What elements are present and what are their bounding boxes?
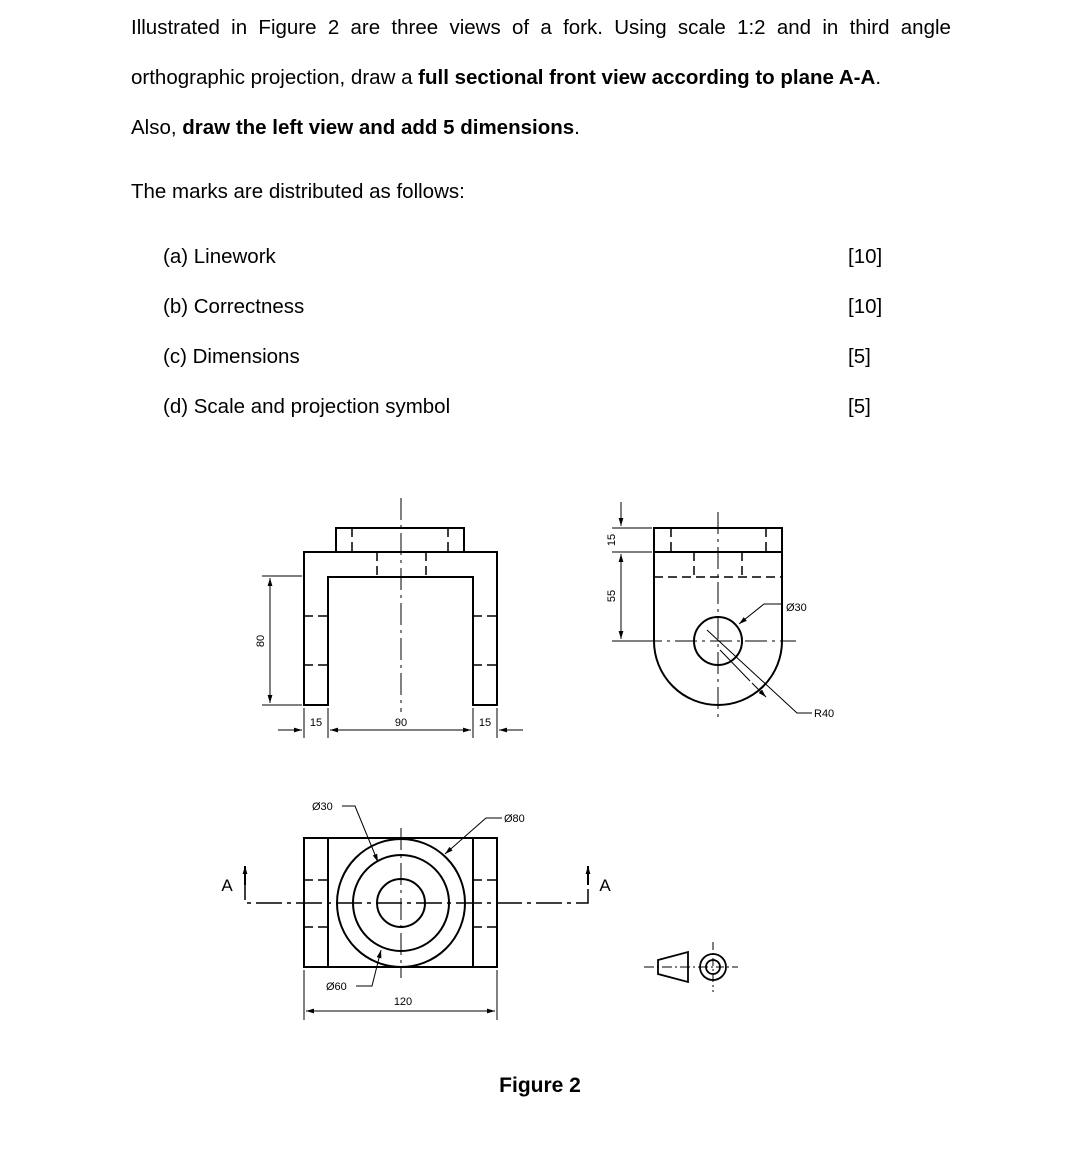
dim-15-right-label: 15 [478,717,492,729]
instruction-line-3-bold: draw the left view and add 5 dimensions [182,116,575,139]
instruction-word: Figure [258,16,317,39]
instruction-word: in [822,16,839,39]
side-centerlines [640,512,796,717]
instruction-word: Using [614,16,667,39]
instruction-word: are [350,16,381,39]
dim-dia30-top-label: Ø30 [312,801,333,813]
mark-label: (d) Scale and projection symbol [163,395,451,418]
instruction-line-3-text: Also, [131,116,177,139]
instruction-line-2-bold: full sectional front view according to plane A-A [418,66,876,89]
dim-120-label: 120 [393,996,413,1008]
instruction-word: in [231,16,248,39]
instruction-line-3-end: . [574,116,580,139]
projection-symbol [644,942,738,992]
mark-value: [10] [848,295,883,318]
instruction-word: views [449,16,501,39]
marks-intro: The marks are distributed as follows: [131,180,465,203]
section-label-right: A [599,876,611,895]
instruction-word: third [849,16,890,39]
dim-15-side-label: 15 [606,533,618,547]
instruction-word: three [391,16,439,39]
mark-label: (c) Dimensions [163,345,300,368]
instruction-word: scale [677,16,726,39]
instruction-word: angle [900,16,951,39]
mark-label: (a) Linework [163,245,276,268]
instruction-word: of [511,16,530,39]
instruction-word: fork. [563,16,603,39]
section-label-left: A [221,876,233,895]
dim-15-left-label: 15 [309,717,323,729]
front-boss [336,528,464,552]
mark-value: [10] [848,245,883,268]
dim-r40-label: R40 [814,708,835,720]
instruction-word: and [776,16,812,39]
dim-80-label: 80 [255,634,267,648]
instruction-word: Illustrated [131,16,220,39]
dim-dia30-side-label: Ø30 [786,602,807,614]
mark-value: [5] [848,395,871,418]
instruction-line-2-end: . [875,66,882,89]
instruction-word: 1:2 [737,16,766,39]
figure-caption: Figure 2 [499,1074,581,1097]
instruction-line-2-text: orthographic projection, draw a [131,66,413,89]
instruction-word: 2 [327,16,340,39]
front-dimensions [262,576,523,738]
dim-dia60-label: Ø60 [326,981,347,993]
instruction-word: a [540,16,552,39]
dim-90-label: 90 [394,717,408,729]
mark-value: [5] [848,345,871,368]
mark-label: (b) Correctness [163,295,305,318]
dim-55-label: 55 [606,589,618,603]
dim-dia80-label: Ø80 [504,813,525,825]
